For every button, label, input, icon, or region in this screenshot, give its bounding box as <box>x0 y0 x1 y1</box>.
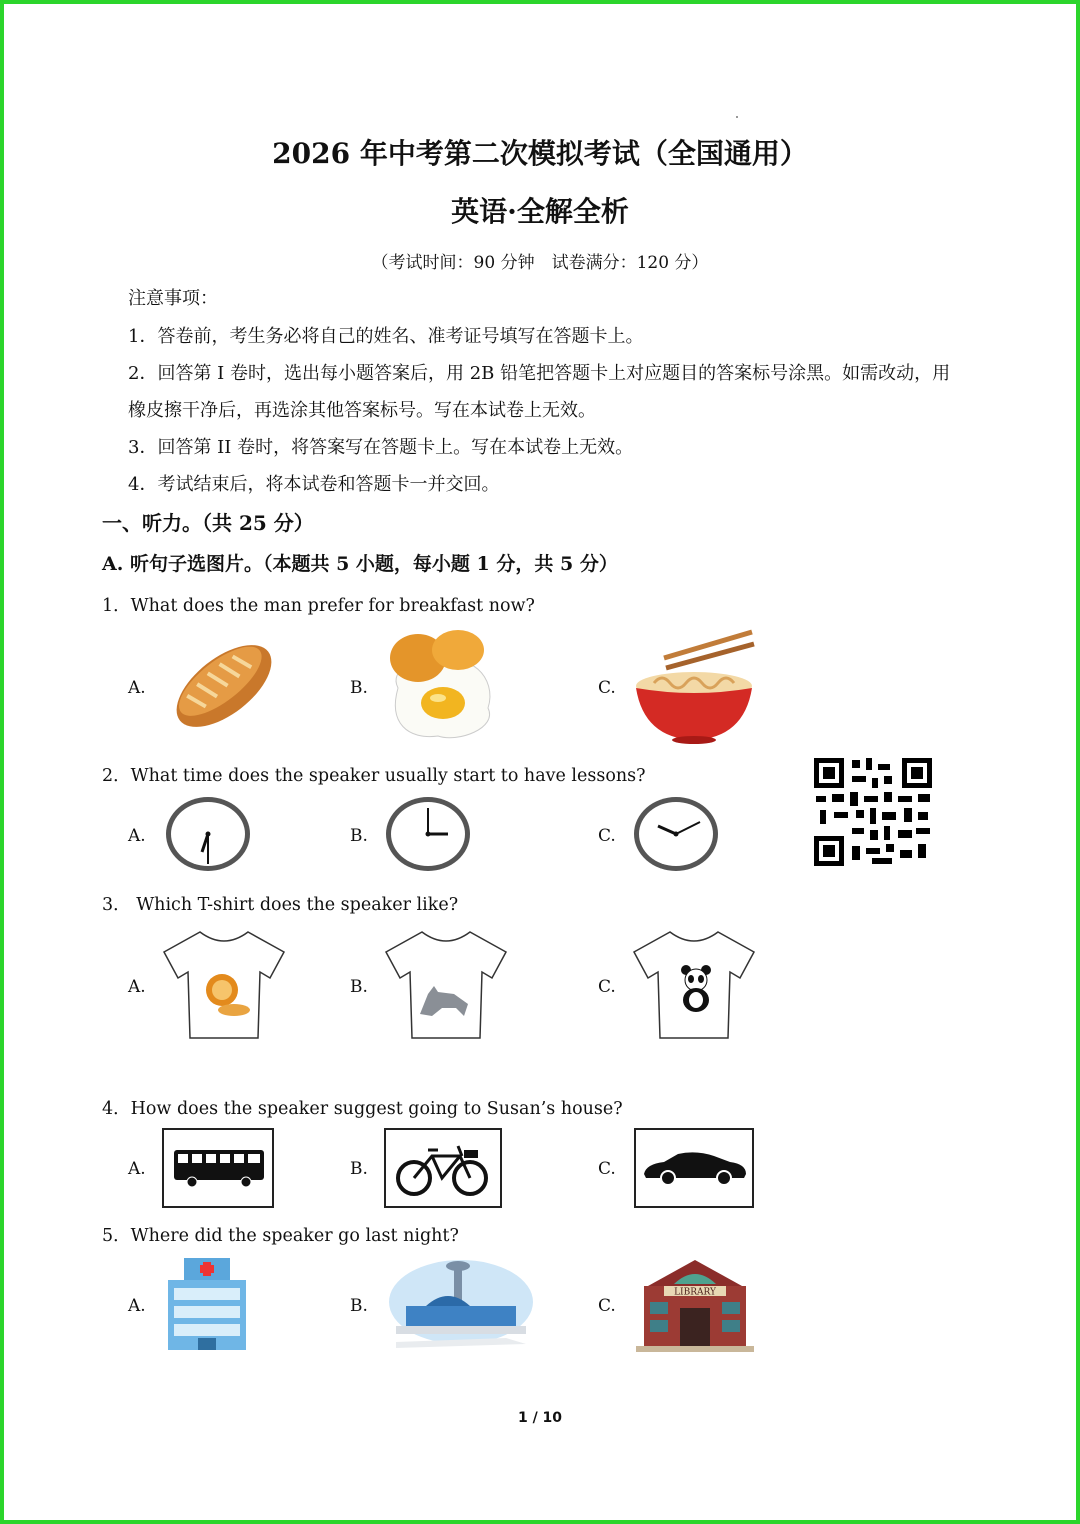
bread-icon <box>164 626 284 746</box>
note-item: 2．回答第 I 卷时，选出每小题答案后，用 2B 铅笔把答题卡上对应题目的答案标号涂黑。如需改动，用 <box>128 363 951 384</box>
wolf-tshirt-icon <box>384 928 508 1042</box>
section-heading: 一、听力。（共 25 分） <box>102 511 314 535</box>
note-item: 橡皮擦干净后，再选涂其他答案标号。写在本试卷上无效。 <box>128 400 596 421</box>
eggs-bread-icon <box>388 628 500 744</box>
car-icon <box>634 1128 754 1208</box>
panda-tshirt-icon <box>632 928 756 1042</box>
note-item: 4．考试结束后，将本试卷和答题卡一并交回。 <box>128 474 500 495</box>
clock-730-icon <box>164 794 252 874</box>
exam-title: 2026 年中考第二次模拟考试（全国通用） <box>272 137 808 170</box>
speck <box>736 116 738 118</box>
clock-1010-icon <box>632 794 720 874</box>
page-number: 1 / 10 <box>517 1410 563 1426</box>
option-label: A. <box>128 826 146 846</box>
option-label: C. <box>598 826 616 846</box>
library-icon <box>634 1256 756 1352</box>
exam-subtitle: 英语·全解全析 <box>451 195 629 228</box>
option-label: B. <box>350 1159 368 1179</box>
question-text: 1．What does the man prefer for breakfast now? <box>102 596 535 616</box>
question-text: 5．Where did the speaker go last night? <box>102 1226 459 1246</box>
option-label: A. <box>128 977 146 997</box>
option-label: A. <box>128 678 146 698</box>
question-text: 2．What time does the speaker usually start to have lessons? <box>102 766 646 786</box>
note-item: 1．答卷前，考生务必将自己的姓名、准考证号填写在答题卡上。 <box>128 326 644 347</box>
option-label: A. <box>128 1159 146 1179</box>
option-label: B. <box>350 1296 368 1316</box>
clock-300-icon <box>384 794 472 874</box>
option-label: B. <box>350 977 368 997</box>
option-label: C. <box>598 678 616 698</box>
option-label: B. <box>350 678 368 698</box>
noodles-icon <box>634 628 756 744</box>
library-sign-text: LIBRARY <box>674 1287 716 1298</box>
part-heading: A. 听句子选图片。（本题共 5 小题，每小题 1 分，共 5 分） <box>102 553 618 575</box>
lion-tshirt-icon <box>162 928 286 1042</box>
exam-info: （考试时间：90 分钟 试卷满分：120 分） <box>371 253 709 273</box>
option-label: C. <box>598 1159 616 1179</box>
qr-code <box>812 756 934 868</box>
question-text: 4．How does the speaker suggest going to Susan’s house? <box>102 1099 623 1119</box>
notes-heading: 注意事项： <box>128 288 218 309</box>
option-label: A. <box>128 1296 146 1316</box>
option-label: C. <box>598 1296 616 1316</box>
airport-icon <box>386 1256 536 1354</box>
option-label: C. <box>598 977 616 997</box>
note-item: 3．回答第 II 卷时，将答案写在答题卡上。写在本试卷上无效。 <box>128 437 634 458</box>
option-label: B. <box>350 826 368 846</box>
question-text: 3． Which T-shirt does the speaker like? <box>102 895 459 915</box>
bus-icon <box>162 1128 274 1208</box>
hospital-icon <box>164 1256 250 1352</box>
bicycle-icon <box>384 1128 502 1208</box>
